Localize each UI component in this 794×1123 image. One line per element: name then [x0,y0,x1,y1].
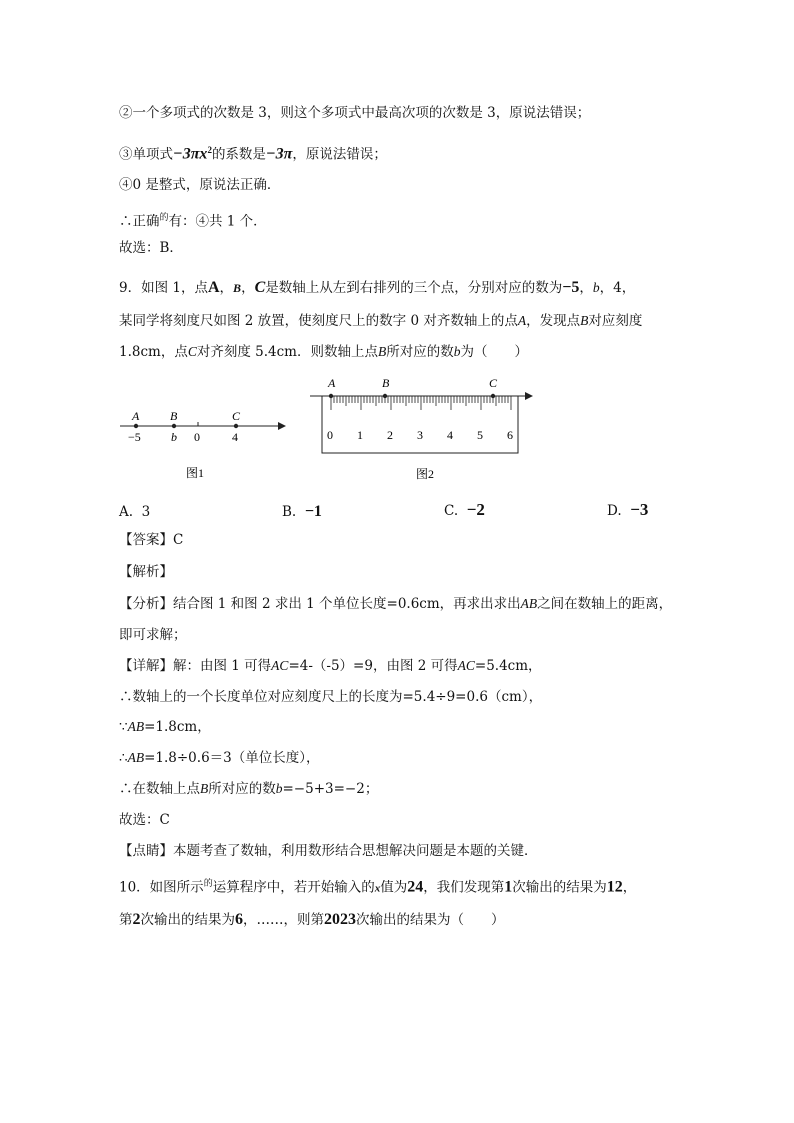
text-line: ③单项式$-3\pi x^2$的系数是−3π，原说法错误； [119,145,387,163]
fig1-label-c: C [232,409,241,423]
question-10-line-2: 第2次输出的结果为6，……，则第2023次输出的结果为（ ） [119,911,505,928]
detail-line-5: ∴在数轴上点B所对应的数b=−5+3=−2； [119,781,379,797]
fig2-label-a: A [328,376,336,390]
option-a: A. 3 [119,504,151,520]
ruler-number: 5 [477,428,483,442]
figure-2-ruler [305,372,540,484]
detail-line-4: ∴AB=1.8÷0.6＝3（单位长度）， [119,750,320,766]
option-b: B. −1 [282,503,322,520]
fig1-label-a: A [132,409,140,423]
ruler-number: 0 [327,428,333,442]
point-c [234,424,238,428]
ruler-number: 1 [357,428,363,442]
fig1-tick: −5 [128,430,141,444]
question-10-line-1: 10．如图所示$^的$运算程序中，若开始输入的x值为24，我们发现第1次输出的结果为12， [119,878,637,896]
fig1-label-b: B [170,409,178,423]
ruler-point-a [329,394,333,398]
detail-line-2: ∴数轴上的一个长度单位对应刻度尺上的长度为=5.4÷9=0.6（cm）， [119,689,543,705]
key-point-line: 【点睛】本题考查了数轴，利用数形结合思想解决问题是本题的关键． [119,843,538,859]
text-line: ②一个多项式的次数是 3，则这个多项式中最高次项的次数是 3，原说法错误； [119,105,591,121]
ruler-point-b [383,394,387,398]
fig1-tick: 4 [232,430,238,444]
fig1-caption: 图1 [186,466,205,480]
text-line: ∴正确$^的$有：④共 1 个． [119,213,267,230]
fig2-label-b: B [382,376,390,390]
ruler-number: 3 [417,428,423,442]
detail-line-1: 【详解】解：由图 1 可得AC=4-（-5）=9，由图 2 可得AC=5.4cm， [119,658,542,674]
option-d: D. −3 [607,500,649,519]
question-9-line-2: 某同学将刻度尺如图 2 放置，使刻度尺上的数字 0 对齐数轴上的点A，发现点B对应刻度 [119,313,643,329]
text-line: ④0 是整式，原说法正确． [119,177,281,193]
ruler-number: 6 [507,428,513,442]
detail-line-3: ∵AB=1.8cm， [119,719,211,735]
fig1-tick: 0 [194,430,200,444]
ruler-point-c [491,394,495,398]
detail-line-6: 故选：C [119,812,170,828]
analysis-heading: 【解析】 [119,564,173,580]
question-9-line-3: 1.8cm，点C对齐刻度 5.4cm．则数轴上点B所对应的数b为（ ） [119,344,528,360]
question-9-line-1: 9．如图 1，点A，B，C是数轴上从左到右排列的三个点，分别对应的数为−5，b，4， [119,279,636,296]
ruler-number: 2 [387,428,393,442]
fig1-tick: b [171,430,177,444]
ruler-number: 4 [447,428,453,442]
math-term: −3π [265,145,293,163]
option-c: C. −2 [444,500,485,519]
analysis-line-1: 【分析】结合图 1 和图 2 求出 1 个单位长度=0.6cm，再求出求出AB之间在数轴上的距离， [119,596,673,612]
point-b [172,424,176,428]
figure-1-number-line [118,400,293,480]
analysis-line-2: 即可求解； [119,627,187,643]
answer-line: 【答案】C [119,532,184,548]
text-line: 故选：B． [119,240,183,256]
fig2-caption: 图2 [416,467,435,481]
math-term: −3πx [173,145,208,163]
fig2-label-c: C [489,376,498,390]
point-a [134,424,138,428]
